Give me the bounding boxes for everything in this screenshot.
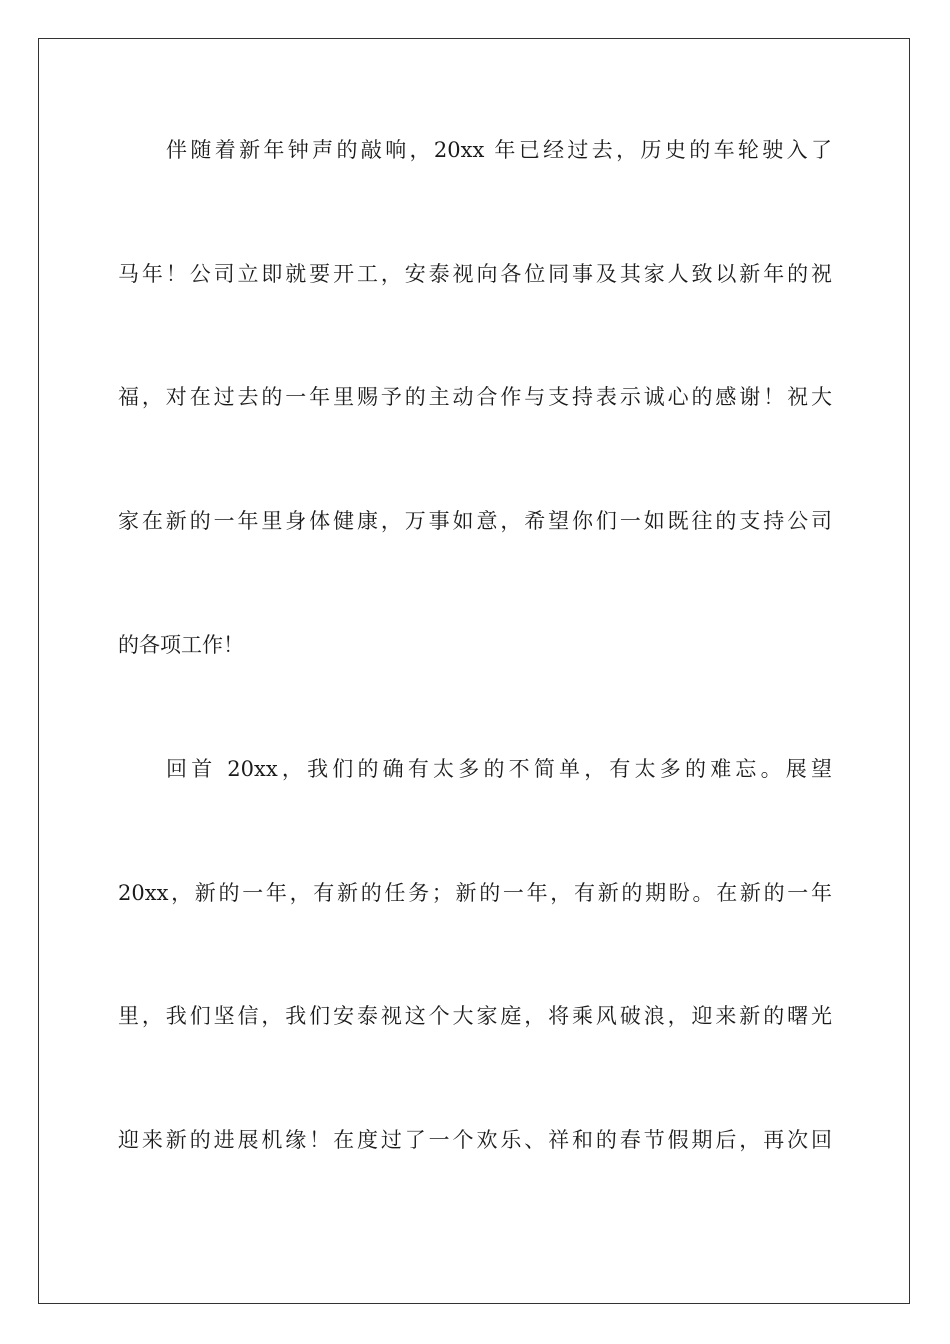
paragraph-1-line-2: 马年！公司立即就要开工，安泰视向各位同事及其家人致以新年的祝 (118, 262, 832, 286)
paragraph-2-line-3: 里，我们坚信，我们安泰视这个大家庭，将乘风破浪，迎来新的曙光 (118, 1004, 832, 1028)
page-border (38, 38, 910, 1304)
paragraph-2-line-2: 20xx，新的一年，有新的任务；新的一年，有新的期盼。在新的一年 (118, 881, 832, 905)
paragraph-1-line-3: 福，对在过去的一年里赐予的主动合作与支持表示诚心的感谢！祝大 (118, 385, 832, 409)
paragraph-1-line-5: 的各项工作！ (118, 633, 244, 657)
paragraph-1-line-4: 家在新的一年里身体健康，万事如意，希望你们一如既往的支持公司 (118, 509, 832, 533)
paragraph-1-line-1: 伴随着新年钟声的敲响，20xx 年已经过去，历史的车轮驶入了 (166, 138, 832, 162)
paragraph-2-line-4: 迎来新的进展机缘！在度过了一个欢乐、祥和的春节假期后，再次回 (118, 1128, 832, 1152)
paragraph-2-line-1: 回首 20xx，我们的确有太多的不简单，有太多的难忘。展望 (166, 757, 832, 781)
